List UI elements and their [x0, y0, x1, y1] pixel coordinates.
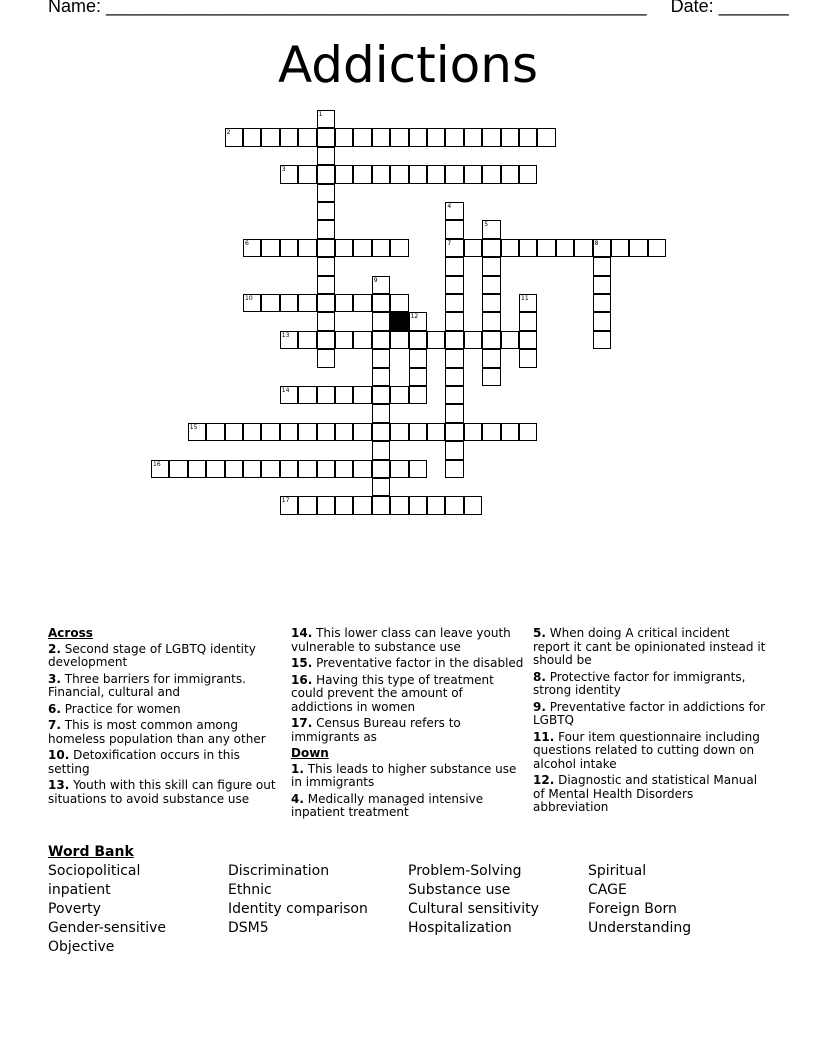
clue-number: 14: [281, 387, 290, 394]
clue-item: [48, 673, 278, 700]
grid-cell[interactable]: [243, 128, 261, 146]
clue-number-label: 2.: [48, 641, 61, 656]
grid-cell[interactable]: [593, 331, 611, 349]
clue-number-label: 14.: [291, 626, 313, 640]
grid-cell[interactable]: [390, 460, 408, 478]
grid-cell[interactable]: [445, 239, 463, 257]
grid-cell[interactable]: [445, 312, 463, 330]
clue-text: This is most common among homeless population than any other: [48, 718, 266, 746]
clue-text: Practice for women: [64, 701, 181, 716]
grid-cell[interactable]: [409, 312, 427, 330]
grid-cell[interactable]: [409, 496, 427, 514]
grid-cell[interactable]: [519, 331, 537, 349]
grid-cell[interactable]: [390, 165, 408, 183]
clue-text: Detoxification occurs in this setting: [48, 748, 240, 776]
grid-cell[interactable]: [445, 423, 463, 441]
grid-cell[interactable]: [317, 128, 335, 146]
grid-cell[interactable]: [317, 239, 335, 257]
clue-text: When doing A critical incident report it cant be opinionated instead it should be: [533, 626, 766, 667]
clue-text: Census Bureau refers to immigrants as: [291, 716, 461, 744]
word-bank-item: Identity comparison: [228, 901, 368, 917]
grid-cell[interactable]: [317, 202, 335, 220]
grid-cell[interactable]: [648, 239, 666, 257]
grid-cell[interactable]: [464, 496, 482, 514]
clue-number: 17: [281, 497, 290, 505]
clue-number-label: 3.: [48, 671, 61, 686]
grid-cell[interactable]: [353, 331, 371, 349]
grid-cell[interactable]: [298, 239, 316, 257]
across-heading: Across: [48, 626, 93, 640]
word-bank-column-3: [408, 862, 539, 938]
grid-cell[interactable]: [445, 331, 463, 349]
clue-number-label: 15.: [291, 656, 313, 670]
grid-cell[interactable]: [445, 460, 463, 478]
clue-item: [533, 671, 769, 698]
word-bank-item: Ethnic: [228, 882, 272, 898]
grid-cell[interactable]: [409, 349, 427, 367]
word-bank-item: Hospitalization: [408, 920, 512, 936]
clue-number: 3: [281, 166, 286, 174]
clue-number: 16: [153, 460, 161, 468]
grid-cell[interactable]: [225, 460, 243, 478]
grid-cell[interactable]: [501, 165, 519, 183]
grid-cell[interactable]: [298, 165, 316, 183]
word-bank-column-4: [588, 862, 691, 938]
clue-number-label: 13.: [48, 778, 70, 792]
clue-number: 8: [594, 239, 599, 247]
grid-cell[interactable]: [280, 460, 298, 478]
clue-number-label: 1.: [291, 761, 304, 776]
grid-cell[interactable]: [372, 368, 390, 386]
grid-cell[interactable]: [574, 239, 592, 257]
word-bank-item: Gender-sensitive: [48, 920, 166, 936]
grid-cell[interactable]: [335, 165, 353, 183]
clue-text: This lower class can leave youth vulnerable to substance use: [291, 626, 511, 654]
grid-cell[interactable]: [353, 423, 371, 441]
grid-cell[interactable]: [372, 312, 390, 330]
grid-cell[interactable]: [225, 423, 243, 441]
clue-number: 6: [245, 239, 249, 247]
page-title: Addictions: [277, 36, 538, 94]
word-bank-item: Objective: [48, 939, 115, 955]
clue-item: [291, 674, 527, 715]
grid-cell[interactable]: [280, 294, 298, 312]
grid-cell[interactable]: [335, 294, 353, 312]
grid-cell[interactable]: [317, 423, 335, 441]
clue-text: Second stage of LGBTQ identity development: [48, 641, 256, 669]
clue-number: 1: [318, 111, 323, 118]
grid-cell[interactable]: [464, 239, 482, 257]
clue-text: Diagnostic and statistical Manual of Mental Health Disorders abbreviation: [533, 773, 758, 814]
grid-cell[interactable]: [593, 276, 611, 294]
grid-cell[interactable]: [261, 128, 279, 146]
grid-cell[interactable]: [445, 276, 463, 294]
grid-cell[interactable]: [611, 239, 629, 257]
clue-number: 10: [245, 295, 253, 302]
grid-cell[interactable]: [298, 460, 316, 478]
grid-cell[interactable]: [445, 349, 463, 367]
grid-cell[interactable]: [372, 441, 390, 459]
grid-cell[interactable]: [353, 294, 371, 312]
clue-item: [291, 717, 527, 744]
grid-cell[interactable]: [482, 368, 500, 386]
word-bank-item: Poverty: [48, 901, 101, 917]
grid-cell[interactable]: [335, 386, 353, 404]
clue-item: [48, 719, 278, 746]
grid-cell[interactable]: [261, 294, 279, 312]
grid-cell[interactable]: [335, 331, 353, 349]
grid-cell[interactable]: [390, 496, 408, 514]
grid-cell[interactable]: [317, 460, 335, 478]
grid-cell[interactable]: [519, 165, 537, 183]
grid-cell[interactable]: [298, 386, 316, 404]
clue-text: Having this type of treatment could prevent the amount of addictions in women: [291, 672, 494, 714]
grid-cell[interactable]: [372, 331, 390, 349]
grid-cell[interactable]: [427, 423, 445, 441]
clue-number-label: 12.: [533, 773, 555, 787]
grid-cell[interactable]: [353, 386, 371, 404]
grid-cell[interactable]: [353, 239, 371, 257]
clue-number-label: 6.: [48, 701, 61, 716]
grid-cell[interactable]: [280, 423, 298, 441]
grid-cell[interactable]: [409, 386, 427, 404]
grid-cell[interactable]: [317, 184, 335, 202]
name-line[interactable]: ______________________________________________________: [106, 0, 647, 16]
grid-cell[interactable]: [317, 147, 335, 165]
grid-cell[interactable]: [593, 239, 611, 257]
grid-cell[interactable]: [372, 423, 390, 441]
word-bank-title: Word Bank: [48, 844, 134, 860]
clues-column-3: [533, 627, 769, 818]
clue-number: 15: [189, 423, 198, 431]
grid-cell[interactable]: [298, 128, 316, 146]
clue-text: Preventative factor in the disabled: [316, 656, 524, 670]
grid-cell[interactable]: [261, 423, 279, 441]
grid-cell[interactable]: [280, 331, 298, 349]
grid-cell[interactable]: [353, 128, 371, 146]
grid-cell[interactable]: [169, 460, 187, 478]
grid-cell[interactable]: [445, 128, 463, 146]
clue-item: [48, 779, 278, 806]
grid-cell[interactable]: [317, 349, 335, 367]
grid-cell[interactable]: [501, 331, 519, 349]
grid-cell[interactable]: [593, 294, 611, 312]
clue-number-label: 16.: [291, 672, 313, 687]
grid-cell[interactable]: [482, 331, 500, 349]
grid-cell[interactable]: [537, 128, 555, 146]
grid-cell[interactable]: [464, 128, 482, 146]
grid-cell[interactable]: [243, 294, 261, 312]
grid-cell[interactable]: [390, 128, 408, 146]
grid-cell[interactable]: [519, 312, 537, 330]
grid-cell[interactable]: [556, 239, 574, 257]
clue-number-label: 17.: [291, 716, 313, 730]
name-label: Name:: [48, 0, 102, 16]
clue-text: Youth with this skill can figure out situations to avoid substance use: [48, 778, 276, 806]
clue-item: [533, 701, 769, 728]
grid-cell[interactable]: [372, 294, 390, 312]
grid-cell[interactable]: [317, 110, 335, 128]
grid-cell[interactable]: [482, 257, 500, 275]
grid-cell[interactable]: [482, 128, 500, 146]
grid-cell[interactable]: [243, 239, 261, 257]
word-bank-item: Sociopolitical: [48, 863, 141, 879]
grid-cell[interactable]: [445, 257, 463, 275]
grid-cell[interactable]: [445, 202, 463, 220]
clue-number-label: 11.: [533, 729, 555, 744]
grid-cell[interactable]: [482, 239, 500, 257]
word-bank-item: Cultural sensitivity: [408, 901, 539, 917]
clue-number-label: 8.: [533, 669, 546, 684]
grid-cell[interactable]: [482, 294, 500, 312]
grid-cell[interactable]: [317, 276, 335, 294]
word-bank-item: CAGE: [588, 882, 627, 898]
grid-cell[interactable]: [317, 294, 335, 312]
grid-cell[interactable]: [464, 423, 482, 441]
word-bank-item: Substance use: [408, 882, 511, 898]
grid-cell[interactable]: [353, 165, 371, 183]
clue-number: 13: [281, 331, 290, 339]
grid-cell[interactable]: [390, 239, 408, 257]
grid-cell[interactable]: [372, 349, 390, 367]
grid-cell[interactable]: [353, 496, 371, 514]
clue-item: [291, 627, 527, 654]
word-bank-item: Discrimination: [228, 863, 330, 879]
clues-column-2: [291, 627, 527, 823]
grid-cell[interactable]: [151, 460, 169, 478]
grid-cell[interactable]: [445, 496, 463, 514]
clue-item: [48, 703, 278, 717]
grid-cell[interactable]: [390, 331, 408, 349]
grid-cell[interactable]: [427, 128, 445, 146]
grid-cell[interactable]: [519, 128, 537, 146]
grid-cell[interactable]: [188, 423, 206, 441]
grid-cell[interactable]: [280, 128, 298, 146]
grid-cell[interactable]: [519, 423, 537, 441]
grid-cell[interactable]: [353, 460, 371, 478]
grid-cell[interactable]: [537, 239, 555, 257]
clue-text: This leads to higher substance use in immigrants: [291, 761, 517, 789]
clue-text: Three barriers for immigrants. Financial, cultural and: [48, 671, 246, 699]
clue-number: 11: [521, 295, 529, 302]
grid-cell[interactable]: [280, 496, 298, 514]
grid-cell[interactable]: [445, 165, 463, 183]
grid-cell[interactable]: [372, 404, 390, 422]
clue-number: 12: [410, 313, 419, 321]
grid-cell[interactable]: [372, 276, 390, 294]
grid-cell[interactable]: [445, 404, 463, 422]
clue-item: [533, 774, 769, 815]
grid-cell[interactable]: [445, 220, 463, 238]
grid-cell[interactable]: [482, 276, 500, 294]
grid-cell[interactable]: [298, 331, 316, 349]
grid-cell[interactable]: [593, 312, 611, 330]
grid-cell[interactable]: [372, 239, 390, 257]
grid-cell[interactable]: [317, 257, 335, 275]
grid-cell[interactable]: [261, 239, 279, 257]
grid-cell[interactable]: [372, 165, 390, 183]
clue-text: Preventative factor in addictions for LGBTQ: [533, 699, 766, 727]
grid-cell[interactable]: [464, 165, 482, 183]
clue-number-label: 10.: [48, 748, 70, 762]
grid-cell[interactable]: [317, 312, 335, 330]
clue-item: [291, 657, 527, 671]
grid-cell[interactable]: [335, 460, 353, 478]
grid-cell[interactable]: [409, 423, 427, 441]
grid-cell[interactable]: [206, 460, 224, 478]
clue-number: 9: [373, 276, 378, 284]
clue-number-label: 4.: [291, 791, 304, 806]
clue-text: Four item questionnaire including questions related to cutting down on alcohol intake: [533, 729, 760, 771]
grid-cell[interactable]: [482, 220, 500, 238]
grid-cell[interactable]: [188, 460, 206, 478]
clue-item: [533, 627, 769, 668]
grid-cell[interactable]: [445, 294, 463, 312]
date-line[interactable]: _______: [718, 0, 789, 16]
grid-cell[interactable]: [427, 331, 445, 349]
grid-cell[interactable]: [280, 165, 298, 183]
word-bank-column-1: [48, 862, 166, 957]
grid-cell[interactable]: [372, 496, 390, 514]
clue-item: [533, 731, 769, 772]
clue-item: [291, 793, 527, 820]
grid-cell[interactable]: [243, 423, 261, 441]
black-cell: [390, 312, 408, 330]
grid-cell[interactable]: [335, 239, 353, 257]
grid-cell[interactable]: [225, 128, 243, 146]
grid-cell[interactable]: [298, 423, 316, 441]
grid-cell[interactable]: [593, 257, 611, 275]
grid-cell[interactable]: [317, 331, 335, 349]
grid-cell[interactable]: [335, 128, 353, 146]
grid-cell[interactable]: [298, 496, 316, 514]
grid-cell[interactable]: [317, 386, 335, 404]
grid-cell[interactable]: [409, 460, 427, 478]
grid-cell[interactable]: [372, 478, 390, 496]
grid-cell[interactable]: [298, 294, 316, 312]
grid-cell[interactable]: [464, 331, 482, 349]
clue-number: 5: [484, 221, 489, 229]
clue-text: Protective factor for immigrants, strong identity: [533, 669, 746, 697]
grid-cell[interactable]: [372, 128, 390, 146]
grid-cell[interactable]: [243, 460, 261, 478]
grid-cell[interactable]: [390, 386, 408, 404]
grid-cell[interactable]: [409, 368, 427, 386]
grid-cell[interactable]: [519, 294, 537, 312]
grid-cell[interactable]: [317, 496, 335, 514]
grid-cell[interactable]: [335, 423, 353, 441]
grid-cell[interactable]: [409, 331, 427, 349]
clue-number-label: 9.: [533, 699, 546, 714]
clue-text: Medically managed intensive inpatient treatment: [291, 791, 484, 819]
grid-cell[interactable]: [261, 460, 279, 478]
grid-cell[interactable]: [501, 423, 519, 441]
grid-cell[interactable]: [280, 386, 298, 404]
date-label: Date:: [670, 0, 714, 16]
word-bank-item: inpatient: [48, 882, 111, 898]
clues-column-1: [48, 627, 278, 809]
grid-cell[interactable]: [501, 128, 519, 146]
grid-cell[interactable]: [409, 128, 427, 146]
clue-number-label: 5.: [533, 626, 546, 640]
clue-number: 2: [226, 129, 231, 137]
grid-cell[interactable]: [445, 368, 463, 386]
down-heading: Down: [291, 746, 329, 760]
word-bank-item: DSM5: [228, 920, 269, 936]
grid-cell[interactable]: [445, 386, 463, 404]
clue-number-label: 7.: [48, 718, 61, 732]
grid-cell[interactable]: [482, 349, 500, 367]
word-bank-item: Problem-Solving: [408, 863, 522, 879]
grid-cell[interactable]: [317, 165, 335, 183]
grid-cell[interactable]: [482, 312, 500, 330]
grid-cell[interactable]: [629, 239, 647, 257]
grid-cell[interactable]: [445, 441, 463, 459]
grid-cell[interactable]: [317, 220, 335, 238]
grid-cell[interactable]: [372, 386, 390, 404]
word-bank-column-2: [228, 862, 368, 938]
clue-number: 7: [447, 239, 452, 247]
grid-cell[interactable]: [409, 165, 427, 183]
word-bank-item: Understanding: [588, 920, 692, 936]
grid-cell[interactable]: [482, 165, 500, 183]
clue-item: [48, 643, 278, 670]
grid-cell[interactable]: [482, 423, 500, 441]
grid-cell[interactable]: [501, 239, 519, 257]
word-bank-item: Spiritual: [588, 863, 647, 879]
grid-cell[interactable]: [427, 496, 445, 514]
grid-cell[interactable]: [390, 423, 408, 441]
grid-cell[interactable]: [335, 496, 353, 514]
clue-item: [48, 749, 278, 776]
clue-number: 4: [447, 203, 452, 210]
grid-cell[interactable]: [390, 294, 408, 312]
word-bank-item: Foreign Born: [588, 901, 677, 917]
clue-item: [291, 763, 527, 790]
grid-cell[interactable]: [280, 239, 298, 257]
grid-cell[interactable]: [519, 239, 537, 257]
grid-cell[interactable]: [206, 423, 224, 441]
grid-cell[interactable]: [427, 165, 445, 183]
grid-cell[interactable]: [372, 460, 390, 478]
grid-cell[interactable]: [519, 349, 537, 367]
